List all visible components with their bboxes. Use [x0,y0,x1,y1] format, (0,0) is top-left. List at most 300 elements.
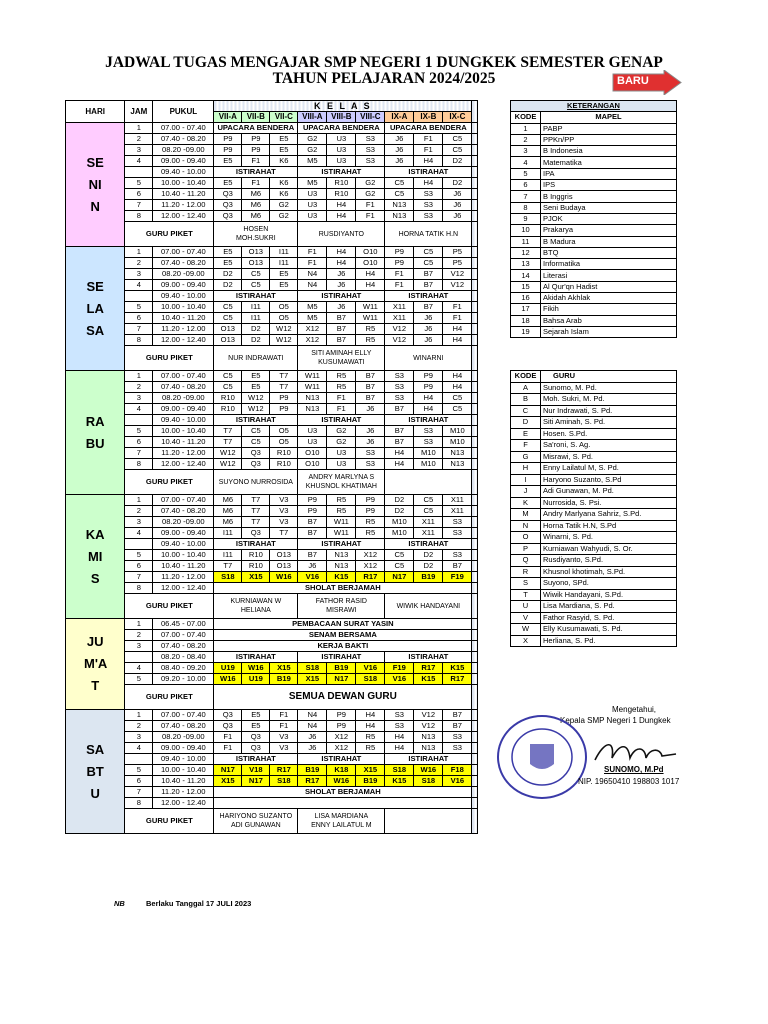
schedule-row [66,583,478,594]
guru-name: Adi Gunawan, M. Pd. [541,486,677,498]
mapel-name: Seni Budaya [541,202,677,213]
lesson-cell: O13 [214,335,242,346]
lesson-cell: S3 [443,528,472,539]
row-spacer [472,721,478,732]
lesson-cell: R17 [414,663,443,674]
schedule-row [66,211,478,222]
row-spacer [472,743,478,754]
page-title: JADWAL TUGAS MENGAJAR SMP NEGERI 1 DUNGKEK SEMESTER GENAP [105,54,663,71]
pukul-cell: 07.40 - 08.20 [153,134,214,145]
lesson-cell: W16 [242,663,270,674]
lesson-cell: N13 [443,459,472,470]
jam-cell: 2 [125,721,153,732]
pukul-cell: 07.00 - 07.40 [153,710,214,721]
pukul-cell: 09.40 - 10.00 [153,167,214,178]
class-header: VIII-A [298,112,327,123]
pukul-cell: 07.40 - 08.20 [153,641,214,652]
row-spacer [472,280,478,291]
lesson-cell: P9 [385,258,414,269]
lesson-cell: D2 [414,550,443,561]
baru-label: BARU [617,75,649,87]
kepala-nip: NIP. 19650410 198803 1017 [578,777,680,786]
schedule-row [66,313,478,324]
row-spacer [472,619,478,630]
row-spacer [472,393,478,404]
header-jam: JAM [125,101,153,123]
lesson-cell: H4 [385,732,414,743]
lesson-cell: M6 [214,495,242,506]
lesson-cell: Q3 [242,448,270,459]
row-spacer [472,200,478,211]
piket-names: RUSDIYANTO [298,222,385,247]
row-spacer [472,448,478,459]
row-spacer [472,459,478,470]
row-spacer [472,470,478,495]
header-hari: HARI [66,101,125,123]
lesson-cell: V12 [385,324,414,335]
row-spacer [472,178,478,189]
mapel-name: PPKn/PP [541,134,677,145]
row-spacer [472,247,478,258]
mapel-code: 6 [511,180,541,191]
group-cell: ISTIRAHAT [385,291,472,302]
piket-names [385,470,472,495]
lesson-cell: N13 [327,550,356,561]
lesson-cell: W12 [270,335,298,346]
lesson-cell: P9 [298,495,327,506]
fullrow-cell: SHOLAT BERJAMAH [214,787,472,798]
guru-name: Enny Lailatul M, S. Pd. [541,463,677,475]
lesson-cell: W11 [327,517,356,528]
guru-row [511,463,677,475]
schedule-row [66,393,478,404]
mapel-code: 2 [511,134,541,145]
page-subtitle: TAHUN PELAJARAN 2024/2025 [272,70,496,87]
jam-cell: 6 [125,189,153,200]
pukul-cell: 07.40 - 08.20 [153,506,214,517]
lesson-cell: R5 [327,506,356,517]
lesson-cell: H4 [443,371,472,382]
lesson-cell: K15 [385,776,414,787]
lesson-cell: T7 [270,371,298,382]
group-cell: ISTIRAHAT [214,652,298,663]
lesson-cell: P9 [414,371,443,382]
lesson-cell: C5 [214,371,242,382]
lesson-cell: R17 [270,765,298,776]
guru-name: Moh. Sukri, M. Pd. [541,394,677,406]
pukul-cell: 07.00 - 07.40 [153,630,214,641]
piket-row [66,594,478,619]
schedule-row [66,178,478,189]
mapel-code: 13 [511,259,541,270]
schedule-row [66,630,478,641]
mapel-code: 4 [511,157,541,168]
mapel-row [511,304,677,315]
row-spacer [472,134,478,145]
lesson-cell: U19 [214,663,242,674]
piket-row [66,685,478,710]
mapel-code: 7 [511,191,541,202]
lesson-cell: B7 [298,550,327,561]
lesson-cell: B7 [443,710,472,721]
lesson-cell: G2 [298,134,327,145]
lesson-cell: C5 [385,189,414,200]
row-spacer [472,652,478,663]
row-spacer [472,710,478,721]
school-stamp [495,712,590,802]
pukul-cell: 12.00 - 12.40 [153,459,214,470]
guru-code: T [511,589,541,601]
lesson-cell: O10 [298,448,327,459]
lesson-cell: S3 [356,459,385,470]
pukul-cell: 12.00 - 12.40 [153,798,214,809]
lesson-cell: S18 [414,776,443,787]
lesson-cell: J6 [298,561,327,572]
lesson-cell: B7 [298,528,327,539]
lesson-cell: R10 [214,404,242,415]
lesson-cell: S3 [356,134,385,145]
guru-code: D [511,417,541,429]
lesson-cell: W11 [356,302,385,313]
lesson-cell: C5 [242,426,270,437]
guru-kode-header: KODE [511,371,541,383]
jam-cell [125,539,153,550]
mapel-name: Informatika [541,259,677,270]
row-spacer [472,776,478,787]
lesson-cell: H4 [385,743,414,754]
lesson-cell: M6 [242,200,270,211]
lesson-cell: J6 [327,302,356,313]
row-spacer [472,787,478,798]
guru-name: Horna Tatik H.N, S.Pd [541,520,677,532]
piket-names: SUYONO NURROSIDA [214,470,298,495]
lesson-cell: Q3 [214,200,242,211]
lesson-cell: V18 [242,765,270,776]
jam-cell: 4 [125,156,153,167]
lesson-cell: X12 [327,743,356,754]
guru-row [511,417,677,429]
lesson-cell: I11 [242,302,270,313]
lesson-cell: R17 [356,572,385,583]
mapel-name: Al Qur'qn Hadist [541,281,677,292]
lesson-cell: P9 [214,134,242,145]
lesson-cell: R5 [327,371,356,382]
guru-name: Sunomo, M. Pd. [541,382,677,394]
row-spacer [472,415,478,426]
lesson-cell: W11 [298,371,327,382]
lesson-cell: R10 [270,459,298,470]
schedule-row [66,324,478,335]
mapel-row [511,146,677,157]
lesson-cell: K15 [327,572,356,583]
jam-cell: 8 [125,798,153,809]
lesson-cell: I11 [242,313,270,324]
lesson-cell: R5 [356,517,385,528]
pukul-cell: 07.40 - 08.20 [153,258,214,269]
schedule-row [66,156,478,167]
lesson-cell: H4 [385,448,414,459]
group-cell: ISTIRAHAT [298,539,385,550]
group-cell: UPACARA BENDERA [385,123,472,134]
guru-code: Q [511,555,541,567]
lesson-cell: S3 [443,550,472,561]
schedule-row [66,495,478,506]
guru-name: Fathor Rasyid, S. Pd. [541,612,677,624]
schedule-row [66,269,478,280]
kepala-name: SUNOMO, M.Pd [604,765,664,774]
jam-cell: 3 [125,393,153,404]
lesson-cell: W16 [327,776,356,787]
class-header: IX-C [443,112,472,123]
row-spacer [472,437,478,448]
jam-cell [125,652,153,663]
schedule-row [66,732,478,743]
schedule-row [66,765,478,776]
pukul-cell: 12.00 - 12.40 [153,583,214,594]
lesson-cell: W12 [242,393,270,404]
lesson-cell: H4 [327,247,356,258]
group-cell: ISTIRAHAT [385,167,472,178]
jam-cell: 1 [125,710,153,721]
row-spacer [472,539,478,550]
lesson-cell: W12 [214,459,242,470]
lesson-cell: O13 [242,247,270,258]
piket-names: HOSEN MOH.SUKRI [214,222,298,247]
lesson-cell: G2 [356,189,385,200]
row-spacer [472,663,478,674]
jam-cell: 1 [125,619,153,630]
guru-code: V [511,612,541,624]
mapel-code: 3 [511,146,541,157]
mapel-row [511,293,677,304]
jam-cell: 3 [125,641,153,652]
lesson-cell: M5 [298,313,327,324]
guru-row [511,601,677,613]
lesson-cell: M10 [385,528,414,539]
lesson-cell: S3 [385,393,414,404]
lesson-cell: S3 [443,732,472,743]
pukul-cell: 08.40 - 09.20 [153,663,214,674]
piket-all: SEMUA DEWAN GURU [214,685,472,710]
lesson-cell: E5 [214,178,242,189]
lesson-cell: H4 [327,200,356,211]
group-cell: ISTIRAHAT [298,291,385,302]
lesson-cell: T7 [214,437,242,448]
lesson-cell: W12 [242,404,270,415]
pukul-cell: 07.00 - 07.40 [153,123,214,134]
lesson-cell: X11 [385,313,414,324]
guru-name: Rusdiyanto, S.Pd. [541,555,677,567]
pukul-cell: 09.40 - 10.00 [153,754,214,765]
mapel-code: 18 [511,315,541,326]
pukul-cell: 11.20 - 12.00 [153,572,214,583]
lesson-cell: V3 [270,517,298,528]
lesson-cell: E5 [214,258,242,269]
lesson-cell: N17 [242,776,270,787]
lesson-cell: B19 [327,663,356,674]
lesson-cell: G2 [356,178,385,189]
lesson-cell: B19 [414,572,443,583]
lesson-cell: B7 [414,269,443,280]
lesson-cell: R5 [356,335,385,346]
schedule-row [66,134,478,145]
lesson-cell: M6 [242,211,270,222]
lesson-cell: Q3 [214,721,242,732]
lesson-cell: H4 [385,459,414,470]
pukul-cell: 09.00 - 09.40 [153,156,214,167]
schedule-row [66,710,478,721]
schedule-row [66,404,478,415]
class-header: VII-B [242,112,270,123]
guru-row [511,509,677,521]
guru-piket-label: GURU PIKET [125,470,214,495]
schedule-row [66,663,478,674]
lesson-cell: R10 [242,550,270,561]
lesson-cell: B7 [443,561,472,572]
lesson-cell: S18 [385,765,414,776]
schedule-row [66,787,478,798]
day-name: RABU [66,371,125,495]
mapel-name: Matematika [541,157,677,168]
mapel-row [511,213,677,224]
lesson-cell: H4 [356,280,385,291]
pukul-cell: 10.40 - 11.20 [153,561,214,572]
guru-code: B [511,394,541,406]
lesson-cell: D2 [214,280,242,291]
lesson-cell: C5 [443,404,472,415]
lesson-cell: E5 [270,134,298,145]
lesson-cell: R10 [327,189,356,200]
lesson-cell: M10 [414,448,443,459]
pukul-cell: 09.40 - 10.00 [153,291,214,302]
day-name: JUM'AT [66,619,125,710]
lesson-cell: T7 [270,382,298,393]
schedule-row [66,754,478,765]
guru-name: Nurrosida, S. Psi. [541,497,677,509]
pukul-cell: 10.00 - 10.40 [153,178,214,189]
pukul-cell: 07.00 - 07.40 [153,247,214,258]
schedule-row [66,426,478,437]
guru-code: X [511,635,541,647]
guru-row [511,532,677,544]
lesson-cell: O5 [270,426,298,437]
mapel-row [511,225,677,236]
lesson-cell: B7 [356,393,385,404]
fullrow-cell: PEMBACAAN SURAT YASIN [214,619,472,630]
guru-piket-label: GURU PIKET [125,809,214,834]
schedule-table [65,100,478,834]
schedule-row [66,674,478,685]
lesson-cell: Q3 [214,189,242,200]
lesson-cell: J6 [443,211,472,222]
lesson-cell: H4 [443,335,472,346]
lesson-cell: F18 [443,765,472,776]
lesson-cell: S3 [385,721,414,732]
jam-cell: 4 [125,280,153,291]
jam-cell: 3 [125,269,153,280]
lesson-cell: O10 [356,247,385,258]
schedule-row [66,280,478,291]
guru-row [511,555,677,567]
jam-cell [125,415,153,426]
guru-piket-label: GURU PIKET [125,685,214,710]
lesson-cell: I11 [270,247,298,258]
piket-names: SITI AMINAH ELLY KUSUMAWATI [298,346,385,371]
lesson-cell: Q3 [214,211,242,222]
jam-cell: 8 [125,459,153,470]
jam-cell: 3 [125,732,153,743]
schedule-row [66,123,478,134]
jam-cell: 7 [125,324,153,335]
lesson-cell: T7 [242,495,270,506]
lesson-cell: E5 [270,280,298,291]
lesson-cell: M10 [443,426,472,437]
lesson-cell: G2 [327,426,356,437]
lesson-cell: B19 [356,776,385,787]
mapel-row [511,202,677,213]
lesson-cell: W16 [414,765,443,776]
row-spacer [472,167,478,178]
lesson-cell: B7 [327,335,356,346]
lesson-cell: N13 [414,743,443,754]
lesson-cell: G2 [327,437,356,448]
lesson-cell: U3 [327,459,356,470]
lesson-cell: C5 [443,145,472,156]
pukul-cell: 09.00 - 09.40 [153,404,214,415]
row-spacer [472,685,478,710]
lesson-cell: S18 [298,663,327,674]
jam-cell: 1 [125,123,153,134]
guru-code: P [511,543,541,555]
lesson-cell: J6 [443,189,472,200]
mapel-row [511,236,677,247]
pukul-cell: 11.20 - 12.00 [153,324,214,335]
pukul-cell: 11.20 - 12.00 [153,448,214,459]
lesson-cell: V12 [443,280,472,291]
lesson-cell: S3 [385,710,414,721]
lesson-cell: V3 [270,506,298,517]
lesson-cell: F1 [443,302,472,313]
jam-cell: 4 [125,743,153,754]
pukul-cell: 08.20 -09.00 [153,393,214,404]
lesson-cell: E5 [270,145,298,156]
lesson-cell: B7 [356,382,385,393]
lesson-cell: K6 [270,189,298,200]
guru-name: Elly Kusumawati, S. Pd. [541,624,677,636]
lesson-cell: C5 [214,313,242,324]
guru-name: Herliana, S. Pd. [541,635,677,647]
lesson-cell: P9 [356,506,385,517]
row-spacer [472,594,478,619]
lesson-cell: N13 [443,448,472,459]
group-cell: UPACARA BENDERA [214,123,298,134]
lesson-cell: B7 [414,302,443,313]
pukul-cell: 08.20 -09.00 [153,517,214,528]
mapel-row [511,315,677,326]
row-spacer [472,583,478,594]
lesson-cell: V16 [385,674,414,685]
lesson-cell: F1 [414,145,443,156]
row-spacer [472,222,478,247]
kepala-label: Kepala SMP Negeri 1 Dungkek [560,716,671,725]
nb-label: NB [114,899,125,908]
lesson-cell: I11 [214,550,242,561]
lesson-cell: N13 [298,393,327,404]
lesson-cell: Q3 [242,743,270,754]
row-spacer [472,572,478,583]
jam-cell: 5 [125,178,153,189]
group-cell: ISTIRAHAT [214,291,298,302]
